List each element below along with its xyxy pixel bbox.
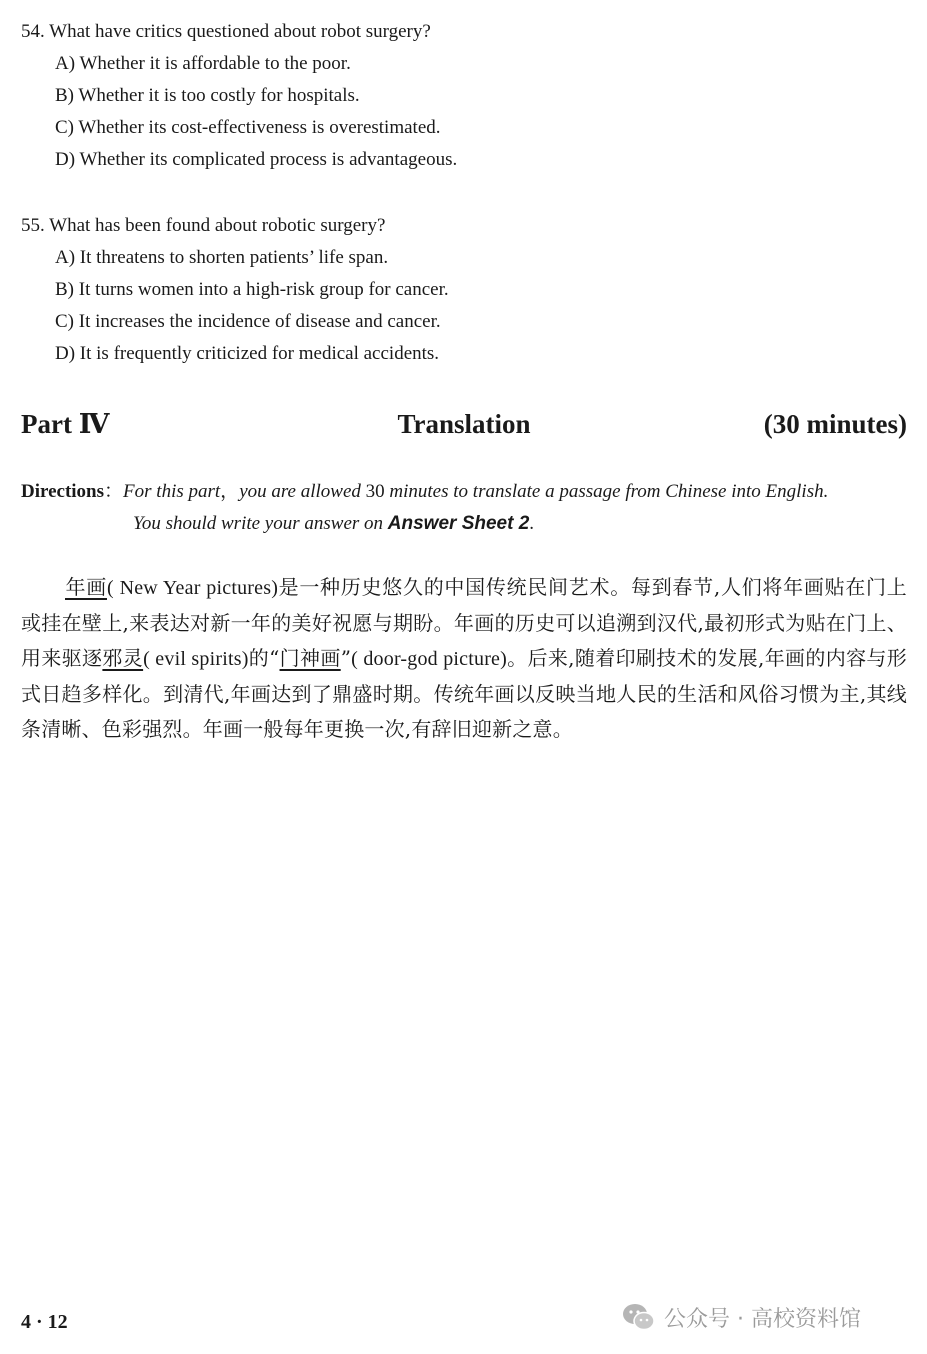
term-gloss: ( New Year pictures) <box>106 577 279 599</box>
directions-colon: ： <box>104 481 124 502</box>
directions-text: you are allowed <box>239 481 366 502</box>
watermark-text: 公众号 · 高校资料馆 <box>664 1306 861 1332</box>
passage-text: 的“ <box>248 646 280 670</box>
term-gloss: ( door-god picture) <box>351 648 507 670</box>
option-c[interactable]: C) It increases the incidence of disease and cancer. <box>55 311 441 332</box>
question-54 <box>21 16 457 176</box>
directions-text: minutes to translate a passage from Chinese into English. <box>384 481 829 502</box>
passage-text: 。后来,随着印刷技术的发展,年画的内容与形式日趋多样化。到清代,年画达到了鼎盛时期。传统年画以反映当地人民的生活和风俗习惯为主,其线条清晰、色彩强烈。年画一般每年更换一次,有辞旧迎新之意。 <box>21 646 907 741</box>
directions-line-1 <box>21 476 907 508</box>
option-c[interactable]: C) Whether its cost-effectiveness is overestimated. <box>55 117 441 138</box>
directions-label: Directions <box>21 481 105 502</box>
directions-comma: ， <box>220 481 240 502</box>
page-number: 4 · 12 <box>21 1311 68 1333</box>
translation-passage <box>21 570 907 747</box>
term-gloss: ( evil spirits) <box>143 648 249 670</box>
part-time: (30 minutes) <box>763 409 907 439</box>
option-d[interactable]: D) It is frequently criticized for medical accidents. <box>55 343 440 364</box>
underlined-term: 年画 <box>65 575 107 599</box>
option-b[interactable]: B) Whether it is too costly for hospitals. <box>55 85 360 106</box>
passage-text: 是一种历史悠久的中国传统民间艺术。每到春节,人们将年画贴在门上或挂在壁上,来表达对新一年的美好祝愿与期盼。年画的历史可以追溯到汉代,最初形式为贴在门上、用来驱逐 <box>21 575 907 670</box>
part-header <box>21 402 907 446</box>
directions-period: . <box>529 513 535 534</box>
directions-line-2 <box>21 508 907 540</box>
underlined-term: 门神画 <box>279 646 341 670</box>
directions-text: For this part <box>123 481 221 502</box>
question-55 <box>21 210 449 370</box>
directions <box>21 476 907 540</box>
question-stem: 55. What has been found about robotic surgery? <box>21 215 386 236</box>
option-b[interactable]: B) It turns women into a high-risk group for cancer. <box>55 279 449 300</box>
part-label: Part Ⅳ <box>21 409 110 439</box>
option-a[interactable]: A) It threatens to shorten patients’ life span. <box>55 247 389 268</box>
question-stem: 54. What have critics questioned about robot surgery? <box>21 21 431 42</box>
directions-minutes: 30 <box>365 481 385 502</box>
option-d[interactable]: D) Whether its complicated process is advantageous. <box>55 149 458 170</box>
answer-sheet-ref: Answer Sheet 2 <box>387 513 530 534</box>
directions-text: You should write your answer on <box>133 513 388 534</box>
underlined-term: 邪灵 <box>102 646 144 670</box>
watermark <box>622 1300 861 1334</box>
option-a[interactable]: A) Whether it is affordable to the poor. <box>55 53 351 74</box>
passage-text: ” <box>340 646 352 670</box>
part-title: Translation <box>397 409 531 439</box>
wechat-icon <box>622 1302 656 1332</box>
